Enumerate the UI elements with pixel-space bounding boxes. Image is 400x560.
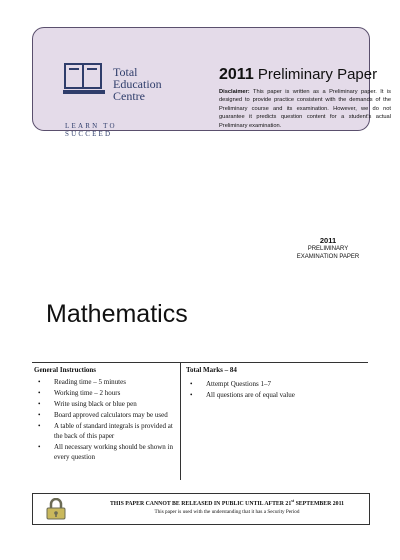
list-item: • A table of standard integrals is provided at the back of this paper: [34, 422, 178, 441]
exam-label-line1: PRELIMINARY: [307, 246, 349, 252]
total-marks-list: [186, 380, 364, 401]
notice-line-2: This paper is used with the understanding that it has a Security Period: [154, 509, 300, 515]
logo-tagline: LEARN TO SUCCEED: [65, 122, 117, 138]
paper-year: 2011: [219, 66, 254, 83]
notice-line-1: THIS PAPER CANNOT BE RELEASED IN PUBLIC UNTIL AFTER 21st SEPTEMBER 2011: [109, 498, 345, 507]
list-item: • Write using black or blue pen: [34, 400, 178, 410]
header-panel: [32, 27, 391, 138]
open-book-icon: [61, 60, 107, 102]
exam-label-line2: EXAMINATION PAPER: [296, 254, 360, 260]
section-divider: [32, 362, 368, 363]
general-instructions-list: [34, 378, 178, 462]
column-divider: [180, 362, 181, 480]
disclaimer-text: This paper is written as a Preliminary paper. It is designed to provide practice consistent with the demands of the Preliminary course and its examination. However, we do not guarantee it predicts question content for a student's actual Preliminary examination.: [219, 89, 391, 129]
exam-label: [288, 237, 368, 261]
list-item: • All questions are of equal value: [186, 391, 364, 401]
paper-title: [219, 66, 377, 84]
disclaimer-label: Disclaimer:: [219, 89, 250, 95]
list-item: • Attempt Questions 1–7: [186, 380, 364, 390]
total-marks-heading: Total Marks – 84: [186, 366, 237, 374]
exam-label-year: 2011: [319, 236, 337, 245]
list-item: • Working time – 2 hours: [34, 389, 178, 399]
disclaimer: [219, 88, 391, 130]
general-instructions-heading: General Instructions: [34, 366, 97, 374]
general-instructions: [34, 366, 178, 464]
logo-name: Total Education Centre: [113, 65, 162, 103]
lock-icon: [43, 498, 69, 520]
list-item: • Reading time – 5 minutes: [34, 378, 178, 388]
total-marks: [186, 366, 364, 402]
paper-title-text: Preliminary Paper: [257, 66, 378, 83]
logo: [41, 40, 162, 138]
security-notice: [32, 493, 370, 525]
list-item: • All necessary working should be shown in every question: [34, 443, 178, 462]
subject-title: Mathematics: [46, 300, 188, 328]
list-item: • Board approved calculators may be used: [34, 411, 178, 421]
